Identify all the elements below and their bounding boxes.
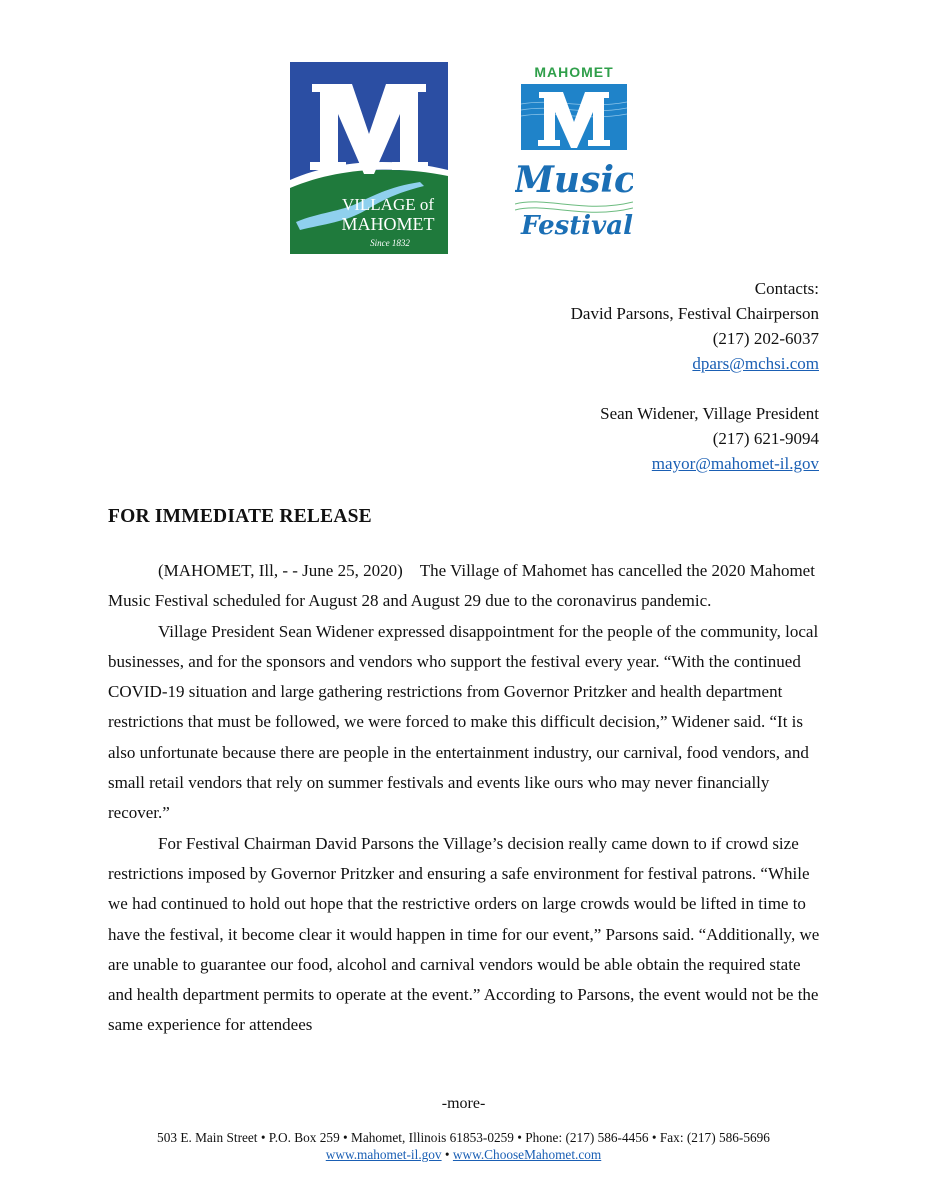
page-footer: [0, 1129, 927, 1163]
contact2-name: Sean Widener, Village President: [600, 404, 819, 423]
village-logo-since: Since 1832: [370, 238, 410, 248]
contact1-phone: (217) 202-6037: [712, 329, 819, 348]
village-logo-line2: MAHOMET: [341, 214, 435, 234]
footer-link-choose-mahomet[interactable]: www.ChooseMahomet.com: [452, 1147, 602, 1162]
paragraph-1: [108, 556, 820, 617]
footer-separator: •: [444, 1147, 450, 1162]
footer-link-village[interactable]: www.mahomet-il.gov: [325, 1147, 442, 1162]
paragraph-2: Village President Sean Widener expressed disappointment for the people of the community, local businesses, and for the sponsors and vendors who support the festival every year. “With the continued COVID-19 situation and large gathering restrictions from Governor Pritzker and health department restrictions that must be followed, we were forced to make this difficult decision,” Widener said. “It is also unfortunate because there are people in the entertainment industry, our carnival, food vendors, and small retail vendors that rely on summer festivals and events like ours who may never financially recover.”: [108, 621, 819, 823]
contact1-email-link[interactable]: dpars@mchsi.com: [692, 354, 819, 373]
festival-logo-top: MAHOMET: [534, 64, 614, 80]
festival-logo-word1: Music: [515, 159, 633, 201]
paragraph-3: For Festival Chairman David Parsons the Village’s decision really came down to if crowd size restrictions imposed by Governor Pritzker and ensuring a safe environment for festival patrons. “While we had continued to hold out hope that the restrictive orders on large crowds would be lifted in time to have the festival, it become clear it would happen in time for our event,” Parsons said. “Additionally, we are unable to guarantee our food, alcohol and carnival vendors would be able obtain the required state and health department permits to operate at the event.” According to Parsons, the event would not be the same experience for attendees: [108, 833, 820, 1035]
contacts-heading: Contacts:: [754, 279, 819, 298]
village-of-mahomet-logo: [290, 62, 448, 254]
paragraph-1-text: The Village of Mahomet has cancelled the 2020 Mahomet Music Festival scheduled for August 28 and August 29 due to the coronavirus pandemic.: [108, 561, 815, 611]
press-release-body: [108, 556, 820, 1041]
festival-logo-word2: Festival: [521, 211, 633, 241]
contact1-name: David Parsons, Festival Chairperson: [570, 304, 819, 323]
village-logo-line1: VILLAGE of: [341, 195, 435, 214]
more-marker: -more-: [441, 1095, 486, 1112]
release-heading: FOR IMMEDIATE RELEASE: [108, 506, 372, 527]
mahomet-music-festival-logo: [515, 64, 633, 252]
contact2-phone: (217) 621-9094: [712, 429, 819, 448]
dateline: (MAHOMET, Ill, - - June 25, 2020): [158, 561, 403, 580]
footer-address: 503 E. Main Street • P.O. Box 259 • Mahomet, Illinois 61853-0259 • Phone: (217) 586-4456 • Fax: (217) 586-5696: [157, 1130, 770, 1145]
contact2-email-link[interactable]: mayor@mahomet-il.gov: [651, 454, 819, 473]
contacts-block: [399, 276, 819, 476]
